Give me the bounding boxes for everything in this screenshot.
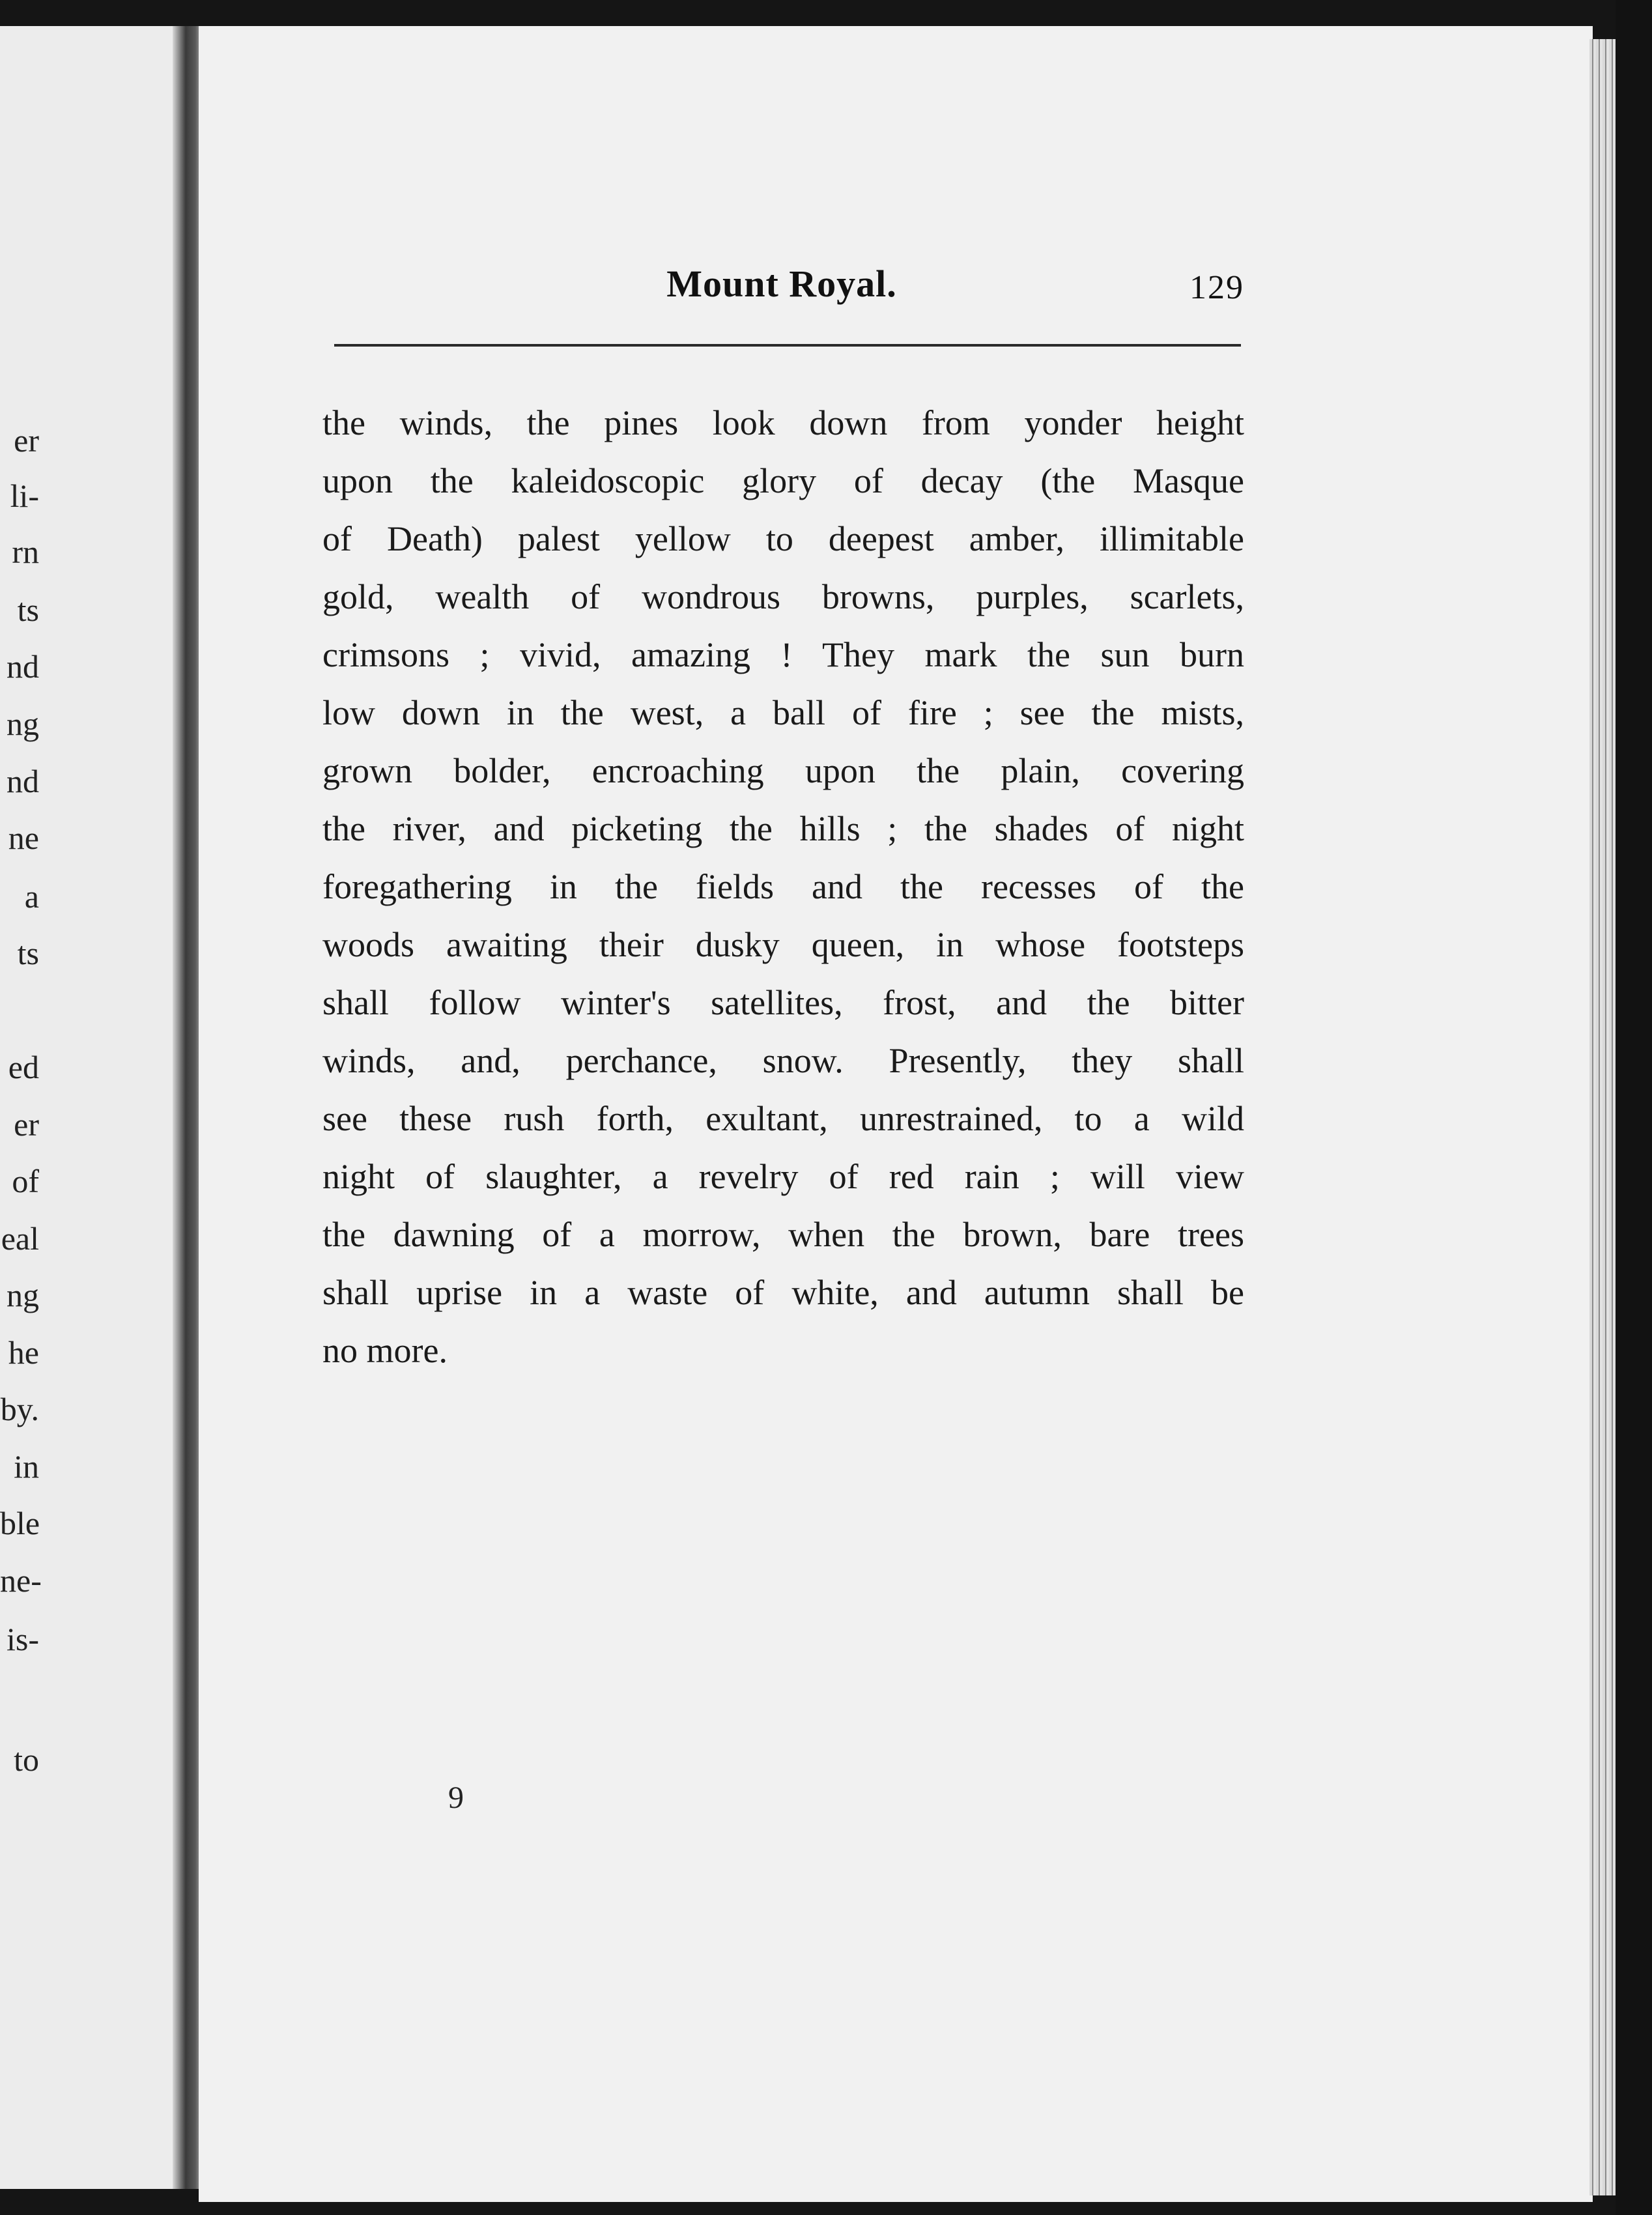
body-line: the dawning of a morrow, when the brown, bare trees [322,1215,1244,1254]
left-page-fragment: ts [17,935,39,971]
body-line: see these rush forth, exultant, unrestrained, to a wild [322,1099,1244,1138]
signature-mark: 9 [448,1780,464,1815]
page-number: 129 [1189,269,1244,306]
left-page-fragment: ne- [0,1562,42,1599]
left-page-fragment: er [14,422,39,459]
left-page-fragment: ng [7,706,39,742]
left-page [0,26,173,2189]
body-line: woods awaiting their dusky queen, in whose footsteps [322,925,1244,964]
left-page-fragment: ng [7,1277,39,1313]
left-page-fragment: is- [7,1621,39,1657]
left-page-fragment: er [14,1106,39,1143]
left-page-fragment: to [14,1741,39,1778]
body-line: night of slaughter, a revelry of red rain ; will view [322,1157,1244,1196]
left-page-fragment: eal [1,1220,39,1257]
body-line: the winds, the pines look down from yonder height [322,403,1244,442]
body-text [322,394,1244,1380]
body-line: the river, and picketing the hills ; the shades of night [322,809,1244,848]
body-line: of Death) palest yellow to deepest amber, illimitable [322,519,1244,558]
left-page-fragment: nd [7,648,39,685]
left-page-fragment: in [14,1448,39,1485]
left-page-fragment: li- [10,478,39,514]
body-line: shall follow winter's satellites, frost, and the bitter [322,983,1244,1022]
body-line: grown bolder, encroaching upon the plain, covering [322,751,1244,790]
left-page-fragment: ble [0,1505,40,1541]
body-line: upon the kaleidoscopic glory of decay (the Masque [322,461,1244,500]
body-line: foregathering in the fields and the recesses of the [322,867,1244,906]
left-page-fragment: ne [8,820,39,856]
left-page-fragment: ed [8,1049,39,1085]
left-page-fragment: he [8,1334,39,1371]
page-edges [1589,39,1616,2195]
left-page-fragment: by. [0,1391,39,1427]
scanner-edge [1616,0,1652,2215]
left-page-fragment: ts [17,592,39,628]
running-head-title: Mount Royal. [666,263,897,305]
body-line: crimsons ; vivid, amazing ! They mark the sun burn [322,635,1244,674]
body-line: shall uprise in a waste of white, and autumn shall be [322,1273,1244,1312]
left-page-fragment: a [24,878,39,915]
left-page-fragment: nd [7,763,39,799]
body-line: gold, wealth of wondrous browns, purples, scarlets, [322,577,1244,616]
body-line: low down in the west, a ball of fire ; see the mists, [322,693,1244,732]
left-page-fragment: rn [12,534,39,570]
body-line: winds, and, perchance, snow. Presently, they shall [322,1041,1244,1080]
body-line: no more. [322,1331,448,1370]
left-page-fragment: of [12,1163,39,1199]
header-rule [334,344,1241,347]
